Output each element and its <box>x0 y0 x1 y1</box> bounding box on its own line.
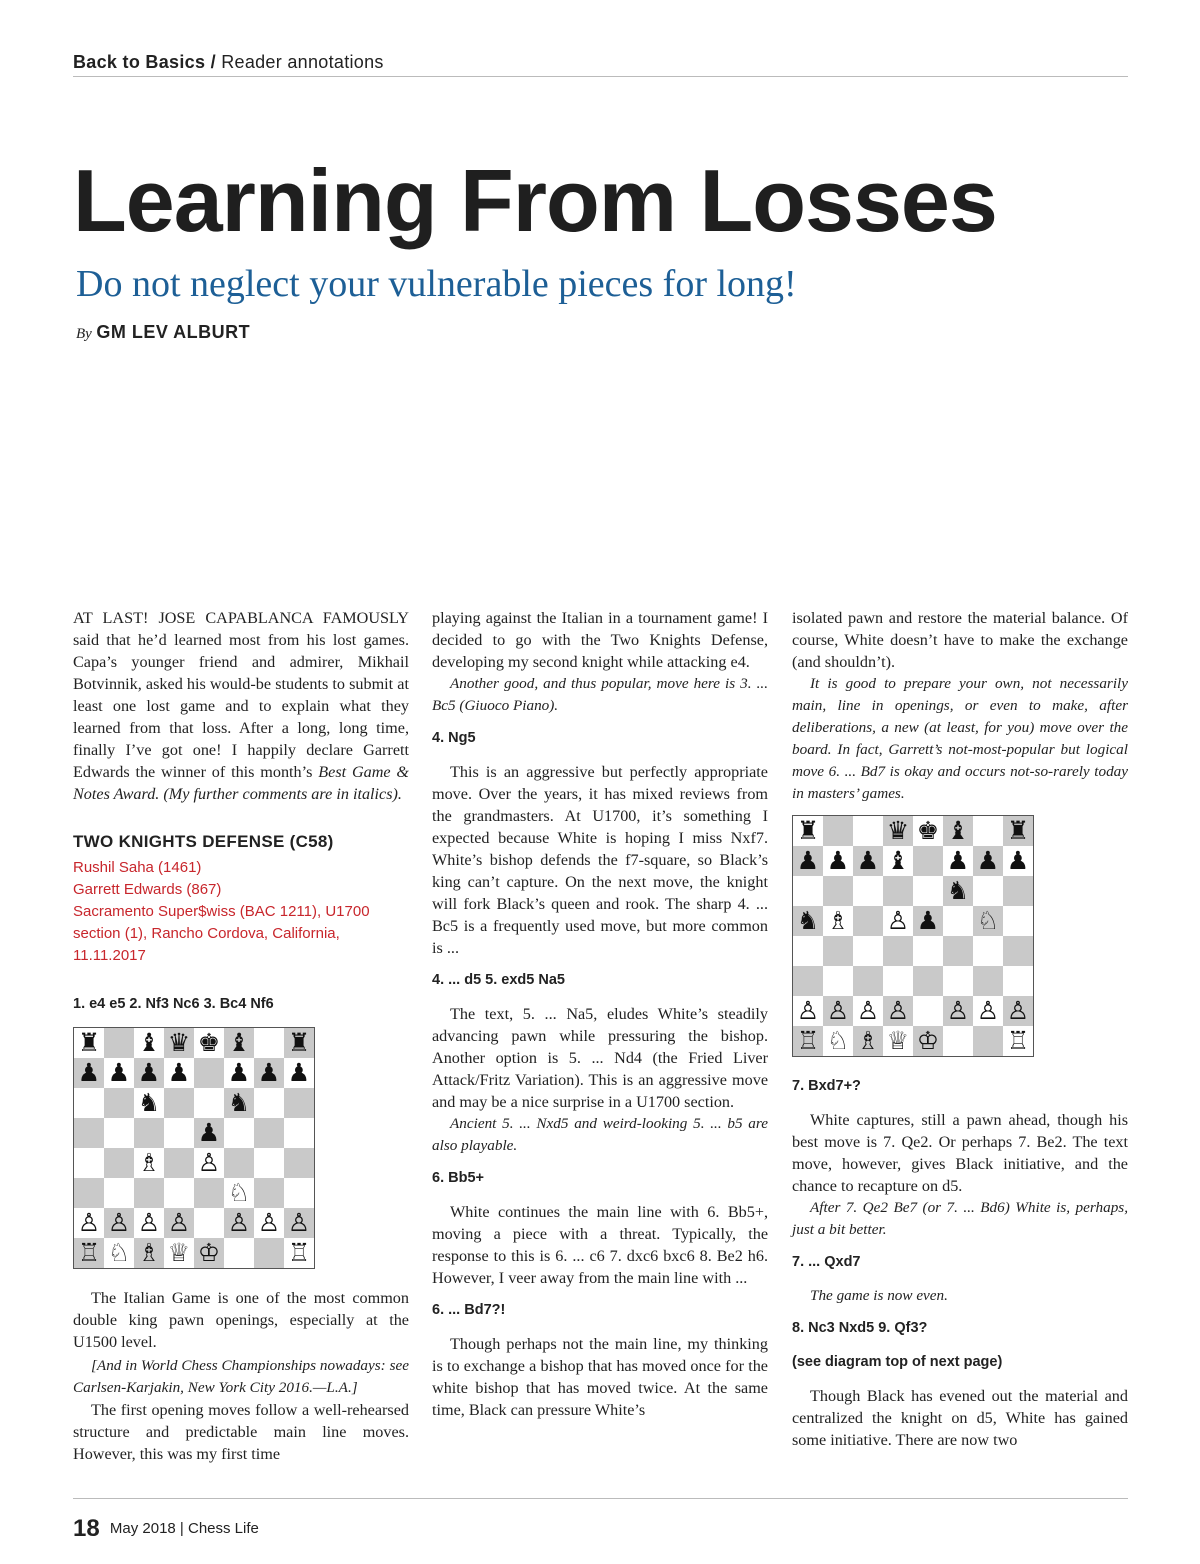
white-bishop-icon: ♗ <box>134 1238 164 1268</box>
white-knight-icon: ♘ <box>104 1238 134 1268</box>
board-square <box>973 876 1003 906</box>
paragraph: This is an aggressive but perfectly appropriate move. Over the years, it has mixed reviews from the grandmasters. At U1700, it’s something I expected because White is hoping I miss Nxf7. White’s bishop defends the f7-square, so Black’s king can’t capture. On the next move, the knight will fork Black’s queen and rook. The sharp 4. ... Bc5 is a frequently used move, but more common is ... <box>432 763 768 957</box>
editor-note: [And in World Chess Championships nowadays: see Carlsen-Karjakin, New York City 2016.—L.A.] <box>73 1357 409 1396</box>
article-subtitle: Do not neglect your vulnerable pieces for long! <box>76 263 797 305</box>
black-rook-icon: ♜ <box>1003 816 1033 846</box>
event-info: Sacramento Super$wiss (BAC 1211), U1700 section (1), Rancho Cordova, California, 11.11.2017 <box>73 903 370 964</box>
board-square <box>74 1148 104 1178</box>
board-square <box>913 966 943 996</box>
board-square <box>104 1178 134 1208</box>
white-pawn-icon: ♙ <box>823 996 853 1026</box>
white-pawn-icon: ♙ <box>883 906 913 936</box>
white-pawn-icon: ♙ <box>164 1208 194 1238</box>
black-king-icon: ♚ <box>913 816 943 846</box>
board-square <box>913 846 943 876</box>
black-pawn-icon: ♟ <box>913 906 943 936</box>
column-2 <box>432 607 768 1421</box>
white-pawn-icon: ♙ <box>74 1208 104 1238</box>
board-square <box>973 936 1003 966</box>
board-square <box>284 1118 314 1148</box>
running-header <box>73 52 1128 73</box>
black-pawn-icon: ♟ <box>943 846 973 876</box>
white-pawn-icon: ♙ <box>973 996 1003 1026</box>
header-separator: / <box>210 52 216 72</box>
board-square <box>883 966 913 996</box>
white-rook-icon: ♖ <box>74 1238 104 1268</box>
board-square <box>913 876 943 906</box>
black-pawn-icon: ♟ <box>224 1058 254 1088</box>
black-rook-icon: ♜ <box>793 816 823 846</box>
black-bishop-icon: ♝ <box>134 1028 164 1058</box>
board-square <box>164 1148 194 1178</box>
board-square <box>913 936 943 966</box>
board-square <box>134 1178 164 1208</box>
board-square <box>913 996 943 1026</box>
black-queen-icon: ♛ <box>164 1028 194 1058</box>
board-square <box>943 936 973 966</box>
board-square <box>164 1118 194 1148</box>
board-square <box>883 936 913 966</box>
diagram-reference: (see diagram top of next page) <box>792 1354 1003 1370</box>
board-square <box>254 1118 284 1148</box>
comment-italic: It is good to prepare your own, not necessarily main, line in openings, or even to make, after deliberations, a new (at least, for you) move over the board. In fact, Garrett’s not-most-popular but logical move 6. ... Bd7 is okay and occurs not-so-rarely today in masters’ games. <box>792 675 1128 802</box>
board-square <box>883 876 913 906</box>
black-pawn-icon: ♟ <box>284 1058 314 1088</box>
player-black: Garrett Edwards (867) <box>73 881 222 898</box>
white-pawn-icon: ♙ <box>134 1208 164 1238</box>
black-knight-icon: ♞ <box>224 1088 254 1118</box>
board-square <box>973 966 1003 996</box>
board-square <box>74 1088 104 1118</box>
board-square <box>104 1118 134 1148</box>
board-square <box>943 1026 973 1056</box>
board-square <box>254 1238 284 1268</box>
black-pawn-icon: ♟ <box>973 846 1003 876</box>
column-1 <box>73 607 409 1465</box>
white-bishop-icon: ♗ <box>853 1026 883 1056</box>
white-knight-icon: ♘ <box>224 1178 254 1208</box>
black-bishop-icon: ♝ <box>224 1028 254 1058</box>
column-3 <box>792 607 1128 1451</box>
black-knight-icon: ♞ <box>943 876 973 906</box>
byline-author: GM LEV ALBURT <box>96 322 251 342</box>
board-square <box>104 1028 134 1058</box>
board-square <box>74 1178 104 1208</box>
black-pawn-icon: ♟ <box>1003 846 1033 876</box>
board-square <box>164 1088 194 1118</box>
move-heading: 7. Bxd7+? <box>792 1078 861 1094</box>
black-pawn-icon: ♟ <box>74 1058 104 1088</box>
white-bishop-icon: ♗ <box>134 1148 164 1178</box>
opening-title: TWO KNIGHTS DEFENSE (C58) <box>73 832 334 851</box>
magazine-name: Chess Life <box>188 1520 259 1537</box>
board-square <box>793 966 823 996</box>
board-square <box>74 1118 104 1148</box>
move-heading: 4. ... d5 5. exd5 Na5 <box>432 972 565 988</box>
white-king-icon: ♔ <box>194 1238 224 1268</box>
move-heading: 4. Ng5 <box>432 730 476 746</box>
board-square <box>254 1148 284 1178</box>
white-queen-icon: ♕ <box>164 1238 194 1268</box>
byline-by: By <box>76 326 92 342</box>
board-square <box>284 1178 314 1208</box>
white-rook-icon: ♖ <box>284 1238 314 1268</box>
black-pawn-icon: ♟ <box>164 1058 194 1088</box>
white-pawn-icon: ♙ <box>793 996 823 1026</box>
intro-paragraph <box>73 607 409 805</box>
byline <box>76 322 250 343</box>
paragraph: The text, 5. ... Na5, eludes White’s steadily advancing pawn while pressuring the bishop. Another option is 5. ... Nd4 (the Fried Liver Attack/Fritz Variation). This is an aggressive move and may be a nice surprise in a U1700 section. <box>432 1005 768 1111</box>
paragraph: White captures, still a pawn ahead, though his best move is 7. Qe2. Or perhaps 7. Be2. The text move, however, gives Black initiative, and the chance to recapture on d5. <box>792 1111 1128 1195</box>
board-square <box>194 1178 224 1208</box>
black-king-icon: ♚ <box>194 1028 224 1058</box>
black-pawn-icon: ♟ <box>853 846 883 876</box>
board-square <box>853 936 883 966</box>
board-square <box>194 1058 224 1088</box>
paragraph: playing against the Italian in a tournament game! I decided to go with the Two Knights Defense, developing my second knight while attacking e4. <box>432 609 768 671</box>
intro-text: AT LAST! JOSE CAPABLANCA FAMOUSLY said that he’d learned most from his lost games. Capa’s younger friend and admirer, Mikhail Botvinnik, asked his would-be students to submit at least one lost game and to explain what they learned from that loss. After a long, long time, finally I’ve got one! I happily declare Garrett Edwards the winner of this month’s <box>73 609 409 781</box>
board-square <box>973 1026 1003 1056</box>
move-heading: 7. ... Qxd7 <box>792 1254 861 1270</box>
board-square <box>254 1178 284 1208</box>
move-heading: 6. Bb5+ <box>432 1170 484 1186</box>
moves-heading: 1. e4 e5 2. Nf3 Nc6 3. Bc4 Nf6 <box>73 996 274 1012</box>
board-square <box>943 906 973 936</box>
board-square <box>793 876 823 906</box>
white-rook-icon: ♖ <box>793 1026 823 1056</box>
white-pawn-icon: ♙ <box>284 1208 314 1238</box>
white-pawn-icon: ♙ <box>224 1208 254 1238</box>
board-square <box>164 1178 194 1208</box>
board-square <box>853 816 883 846</box>
comment-italic: Ancient 5. ... Nxd5 and weird-looking 5. ... b5 are also playable. <box>432 1115 768 1154</box>
paragraph: The Italian Game is one of the most common double king pawn openings, especially at the U1500 level. <box>73 1289 409 1351</box>
paragraph: isolated pawn and restore the material balance. Of course, White doesn’t have to make the exchange (and shouldn’t). <box>792 609 1128 671</box>
white-pawn-icon: ♙ <box>194 1148 224 1178</box>
header-section: Back to Basics <box>73 52 206 72</box>
black-pawn-icon: ♟ <box>194 1118 224 1148</box>
board-square <box>853 906 883 936</box>
board-square <box>254 1028 284 1058</box>
board-square <box>853 966 883 996</box>
board-square <box>224 1238 254 1268</box>
intro-italic-text: Best Game & Notes Award. (My further comments are in italics). <box>73 763 410 803</box>
board-square <box>823 966 853 996</box>
board-square <box>284 1148 314 1178</box>
player-white: Rushil Saha (1461) <box>73 859 202 876</box>
paragraph: Though Black has evened out the material and centralized the knight on d5, White has gained some initiative. There are now two <box>792 1387 1128 1449</box>
white-rook-icon: ♖ <box>1003 1026 1033 1056</box>
comment-italic: Another good, and thus popular, move here is 3. ... Bc5 (Giuoco Piano). <box>432 675 768 714</box>
white-knight-icon: ♘ <box>823 1026 853 1056</box>
footer-divider <box>73 1498 1128 1499</box>
white-pawn-icon: ♙ <box>883 996 913 1026</box>
white-pawn-icon: ♙ <box>853 996 883 1026</box>
paragraph: White continues the main line with 6. Bb5+, moving a piece with a threat. Typically, the response to this is 6. ... c6 7. dxc6 bxc6 8. Be2 h6. However, I veer away from the main line with ... <box>432 1203 768 1287</box>
black-pawn-icon: ♟ <box>134 1058 164 1088</box>
footer-separator: | <box>179 1520 184 1537</box>
black-pawn-icon: ♟ <box>254 1058 284 1088</box>
board-square <box>224 1148 254 1178</box>
board-square <box>104 1148 134 1178</box>
white-knight-icon: ♘ <box>973 906 1003 936</box>
chess-diagram-1 <box>73 1027 315 1269</box>
board-square <box>104 1088 134 1118</box>
board-square <box>823 876 853 906</box>
board-square <box>194 1088 224 1118</box>
board-square <box>1003 936 1033 966</box>
move-heading: 6. ... Bd7?! <box>432 1302 506 1318</box>
black-pawn-icon: ♟ <box>823 846 853 876</box>
white-pawn-icon: ♙ <box>254 1208 284 1238</box>
game-info <box>73 857 409 967</box>
board-square <box>943 966 973 996</box>
comment-italic: After 7. Qe2 Be7 (or 7. ... Bd6) White is, perhaps, just a bit better. <box>792 1199 1128 1238</box>
white-pawn-icon: ♙ <box>104 1208 134 1238</box>
page-number: 18 <box>73 1515 100 1542</box>
black-rook-icon: ♜ <box>74 1028 104 1058</box>
header-subsection: Reader annotations <box>221 52 384 72</box>
black-pawn-icon: ♟ <box>793 846 823 876</box>
board-square <box>823 936 853 966</box>
paragraph: Though perhaps not the main line, my thinking is to exchange a bishop that has moved once for the white bishop that has moved twice. At the same time, Black can pressure White’s <box>432 1335 768 1419</box>
board-square <box>224 1118 254 1148</box>
board-square <box>1003 876 1033 906</box>
white-pawn-icon: ♙ <box>1003 996 1033 1026</box>
black-bishop-icon: ♝ <box>883 846 913 876</box>
board-square <box>973 816 1003 846</box>
board-square <box>134 1118 164 1148</box>
board-square <box>1003 906 1033 936</box>
page-footer <box>73 1515 259 1543</box>
board-square <box>823 816 853 846</box>
black-knight-icon: ♞ <box>793 906 823 936</box>
header-divider <box>73 76 1128 77</box>
black-rook-icon: ♜ <box>284 1028 314 1058</box>
move-heading: 8. Nc3 Nxd5 9. Qf3? <box>792 1320 928 1336</box>
board-square <box>284 1088 314 1118</box>
board-square <box>254 1088 284 1118</box>
comment-italic: The game is now even. <box>810 1287 948 1304</box>
black-pawn-icon: ♟ <box>104 1058 134 1088</box>
board-square <box>793 936 823 966</box>
board-square <box>853 876 883 906</box>
white-bishop-icon: ♗ <box>823 906 853 936</box>
white-pawn-icon: ♙ <box>943 996 973 1026</box>
white-king-icon: ♔ <box>913 1026 943 1056</box>
article-title: Learning From Losses <box>73 151 997 250</box>
board-square <box>194 1208 224 1238</box>
issue-date: May 2018 <box>109 1520 176 1537</box>
black-bishop-icon: ♝ <box>943 816 973 846</box>
black-knight-icon: ♞ <box>134 1088 164 1118</box>
black-queen-icon: ♛ <box>883 816 913 846</box>
board-square <box>1003 966 1033 996</box>
chess-diagram-2 <box>792 815 1034 1057</box>
white-queen-icon: ♕ <box>883 1026 913 1056</box>
paragraph: The first opening moves follow a well-rehearsed structure and predictable main line moves. However, this was my first time <box>73 1401 409 1463</box>
